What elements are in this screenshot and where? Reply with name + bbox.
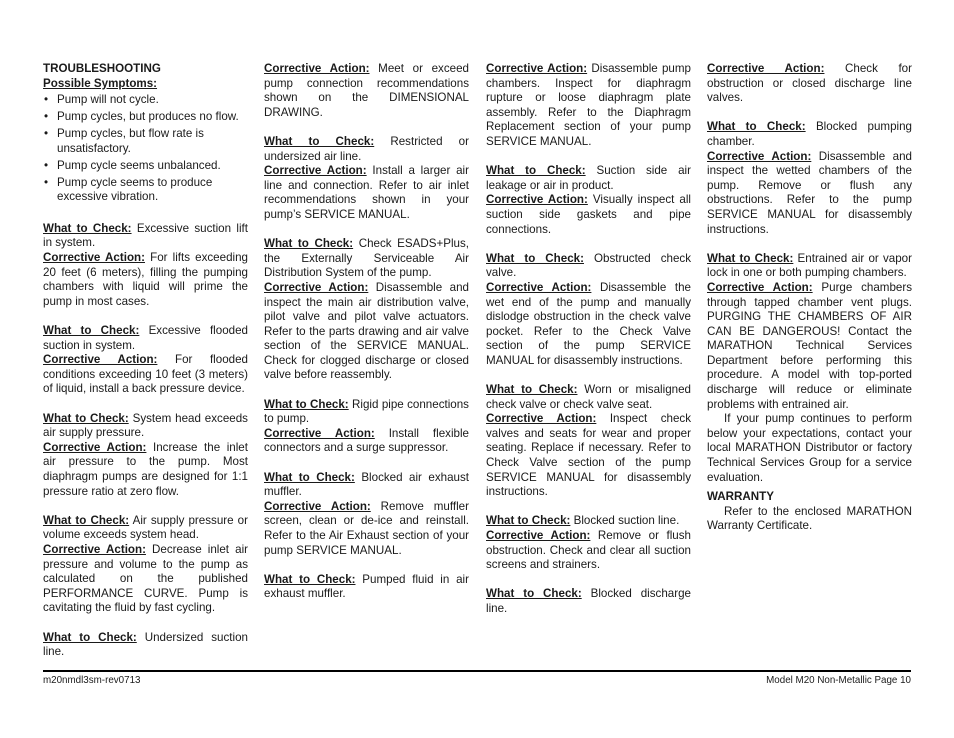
check-label: What to Check: xyxy=(264,470,355,484)
action-text: Disassemble pump chambers. Inspect for diaphragm rupture or loose diaphragm plate assembly. Refer to the Diaphragm Replacement section of your pump SERVICE MANUAL. xyxy=(486,62,691,148)
warranty-heading: WARRANTY xyxy=(707,490,774,504)
check-text: Obstructed check valve. xyxy=(486,251,691,280)
check-text: Suction side air leakage or air in product. xyxy=(486,164,691,192)
check-paragraph xyxy=(43,222,248,251)
column-2 xyxy=(264,62,469,602)
check-text: Excessive flooded suction in system. xyxy=(43,324,248,352)
check-label: What to Check: xyxy=(707,120,806,134)
check-paragraph xyxy=(264,398,469,427)
check-text: Blocked discharge line. xyxy=(486,587,691,615)
action-label: Corrective Action: xyxy=(486,193,588,207)
action-text: Disassemble the wet end of the pump and manually dislodge obstruction in the check valve pocket. Refer to the Check Valve section of the pump SERVICE MANUAL for disassembly instructions. xyxy=(486,280,691,367)
action-text: Remove muffler screen, clean or de-ice and reinstall. Refer to the Air Exhaust section of your pump SERVICE MANUAL. xyxy=(264,499,469,557)
check-paragraph xyxy=(264,237,469,281)
check-label: What to Check: xyxy=(43,324,140,338)
footer-page-label: Model M20 Non-Metallic Page 10 xyxy=(766,675,911,686)
check-label: What to Check: xyxy=(264,134,375,148)
action-label: Corrective Action: xyxy=(707,149,812,163)
action-text: Remove or flush obstruction. Check and clear all suction screens and strainers. xyxy=(486,529,691,572)
action-text: Visually inspect all suction side gaskets and pipe connections. xyxy=(486,193,691,236)
check-paragraph xyxy=(486,164,691,193)
action-paragraph xyxy=(264,427,469,456)
action-paragraph xyxy=(264,500,469,558)
column-1 xyxy=(43,62,248,660)
action-paragraph xyxy=(486,412,691,500)
symptom-list xyxy=(43,93,248,205)
check-paragraph xyxy=(486,587,691,616)
footer-rule xyxy=(43,670,911,672)
symptom-item: • Pump cycles, but flow rate is unsatisfactory. xyxy=(43,127,248,156)
action-text: Install flexible connectors and a surge suppressor. xyxy=(264,426,469,455)
action-text: For lifts exceeding 20 feet (6 meters), filling the pumping chambers with liquid will prime the pump in most cases. xyxy=(43,251,248,308)
check-text: Blocked air exhaust muffler. xyxy=(264,470,469,499)
check-paragraph xyxy=(264,135,469,164)
check-text: Worn or misaligned check valve or check valve seat. xyxy=(486,383,691,411)
action-paragraph xyxy=(43,543,248,616)
troubleshooting-heading: TROUBLESHOOTING xyxy=(43,62,161,75)
action-text: Disassemble and inspect the main air distribution valve, pilot valve and pilot valve actuators. Refer to the parts drawing and air valve section of the SERVICE MANUAL. Check for clogged discharge or closed valve before reassembly. xyxy=(264,280,469,382)
action-label: Corrective Action: xyxy=(264,164,367,178)
action-paragraph xyxy=(43,251,248,309)
check-text: Air supply pressure or volume exceeds system head. xyxy=(43,513,248,542)
check-text: Entrained air or vapor lock in one or both pumping chambers. xyxy=(707,251,912,280)
action-label: Corrective Action: xyxy=(264,426,375,440)
action-paragraph xyxy=(486,529,691,573)
check-label: What to Check: xyxy=(264,572,356,586)
action-label: Corrective Action: xyxy=(707,62,825,75)
action-label: Corrective Action: xyxy=(43,353,158,367)
check-label: What to Check: xyxy=(486,251,584,265)
action-text: Meet or exceed pump connection recommendations shown on the DIMENSIONAL DRAWING. xyxy=(264,62,469,119)
check-label: What to Check: xyxy=(43,630,137,644)
check-paragraph xyxy=(43,324,248,353)
action-text: Inspect check valves and seats for wear and proper seating. Replace if necessary. Refer to Check Valve section of the pump SERVICE MANUAL for disassembly instructions. xyxy=(486,412,691,499)
closing-paragraph: If your pump continues to perform below your expectations, contact your local MARATHON Distributor or factory Technical Services Group for a service evaluation. xyxy=(707,412,912,484)
check-paragraph xyxy=(43,631,248,660)
check-label: What to Check: xyxy=(486,514,571,528)
action-paragraph xyxy=(486,193,691,237)
check-paragraph xyxy=(264,573,469,602)
symptom-item: • Pump cycle seems to produce excessive vibration. xyxy=(43,176,248,205)
check-label: What to Check: xyxy=(486,587,582,601)
check-text: Check ESADS+Plus, the Externally Serviceable Air Distribution System of the pump. xyxy=(264,237,469,280)
action-label: Corrective Action: xyxy=(264,499,371,513)
check-paragraph xyxy=(707,120,912,149)
action-paragraph xyxy=(264,62,469,120)
action-text: For flooded conditions exceeding 10 feet (3 meters) of liquid, install a back pressure device. xyxy=(43,353,248,396)
action-label: Corrective Action: xyxy=(264,280,369,294)
action-label: Corrective Action: xyxy=(486,62,588,75)
action-paragraph xyxy=(43,353,248,397)
action-label: Corrective Action: xyxy=(486,280,592,294)
check-label: What to Check: xyxy=(264,237,354,251)
symptom-item: • Pump will not cycle. xyxy=(43,93,248,108)
action-paragraph xyxy=(486,62,691,150)
check-label: What to Check: xyxy=(264,397,349,411)
check-text: Undersized suction line. xyxy=(43,630,248,659)
action-paragraph xyxy=(43,441,248,499)
action-text: Decrease inlet air pressure and volume to the pump as calculated on the published PERFORMANCE CURVE. Pump is cavitating the fluid by fast cycling. xyxy=(43,542,249,615)
action-label: Corrective Action: xyxy=(264,62,370,75)
check-paragraph xyxy=(486,514,691,529)
footer-doc-code: m20nmdl3sm-rev0713 xyxy=(43,675,141,686)
action-paragraph xyxy=(707,281,912,412)
action-paragraph xyxy=(264,164,469,222)
check-paragraph xyxy=(486,383,691,412)
check-label: What to Check: xyxy=(43,221,132,235)
check-label: What to Check: xyxy=(486,383,578,397)
action-text: Check for obstruction or closed discharge line valves. xyxy=(707,62,912,105)
check-text: Rigid pipe connections to pump. xyxy=(264,397,469,426)
column-3 xyxy=(486,62,691,617)
action-paragraph xyxy=(707,150,912,238)
check-paragraph xyxy=(264,471,469,500)
check-text: Blocked pumping chamber. xyxy=(707,120,912,148)
check-paragraph xyxy=(707,252,912,281)
action-paragraph xyxy=(264,281,469,383)
action-paragraph xyxy=(707,62,912,106)
possible-symptoms-heading: Possible Symptoms: xyxy=(43,76,158,90)
column-4 xyxy=(707,62,912,534)
warranty-text: Refer to the enclosed MARATHON Warranty Certificate. xyxy=(707,504,912,533)
action-paragraph xyxy=(486,281,691,369)
symptom-item: • Pump cycles, but produces no flow. xyxy=(43,110,248,125)
action-text: Increase the inlet air pressure to the pump. Most diaphragm pumps are designed for 1:1 pressure ratio at zero flow. xyxy=(43,440,248,498)
action-label: Corrective Action: xyxy=(486,529,591,542)
check-label: What to Check: xyxy=(43,411,129,425)
check-text: System head exceeds air supply pressure. xyxy=(43,411,248,440)
check-label: What to Check: xyxy=(486,164,586,178)
action-text: Purge chambers through tapped chamber vent plugs. PURGING THE CHAMBERS OF AIR CAN BE DANGEROUS! Contact the MARATHON Technical Services Department before performing this procedure. A model with top-ported discharge will reduce or eliminate problems with entrained air. xyxy=(707,280,912,411)
check-text: Blocked suction line. xyxy=(570,514,680,528)
check-text: Restricted or undersized air line. xyxy=(264,134,469,163)
action-label: Corrective Action: xyxy=(43,440,147,454)
action-label: Corrective Action: xyxy=(43,251,145,265)
action-label: Corrective Action: xyxy=(43,542,146,556)
action-text: Disassemble and inspect the wetted chambers of the pump. Remove or flush any obstructions. Refer to the pump SERVICE MANUAL for disassembly instructions. xyxy=(707,149,912,236)
check-paragraph xyxy=(43,514,248,543)
check-label: What to Check: xyxy=(43,513,130,527)
check-text: Excessive suction lift in system. xyxy=(43,221,248,250)
check-paragraph xyxy=(43,412,248,441)
symptom-item: • Pump cycle seems unbalanced. xyxy=(43,159,248,174)
check-paragraph xyxy=(486,252,691,281)
check-label: What to Check: xyxy=(707,251,794,265)
check-text: Pumped fluid in air exhaust muffler. xyxy=(264,572,469,601)
action-label: Corrective Action: xyxy=(486,412,597,426)
action-text: Install a larger air line and connection. Refer to air inlet recommendations shown in your pump’s SERVICE MANUAL. xyxy=(264,164,469,221)
action-label: Corrective Action: xyxy=(707,280,813,294)
